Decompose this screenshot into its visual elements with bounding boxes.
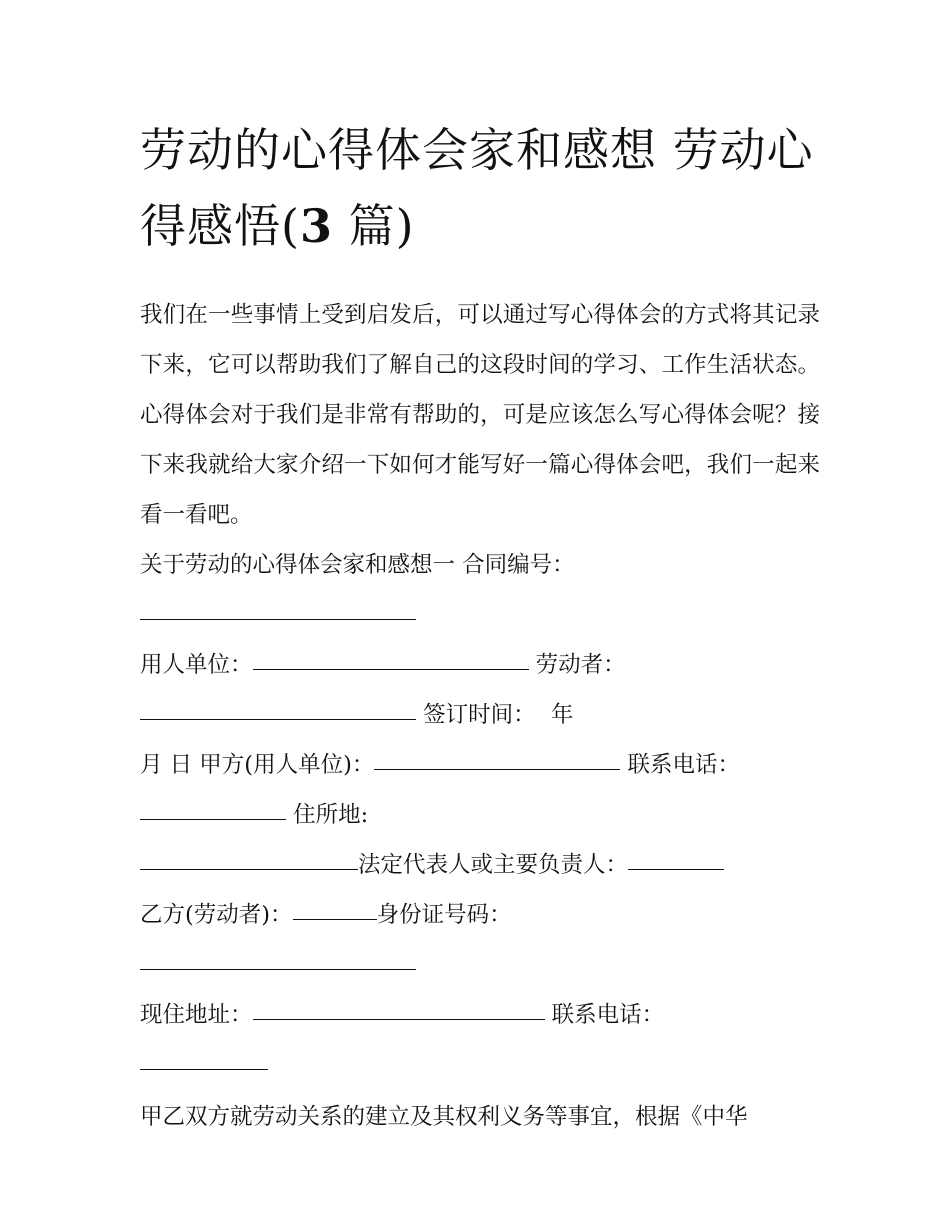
id-label: 身份证号码： bbox=[376, 902, 512, 928]
closing-text: 甲乙双方就劳动关系的建立及其权利义务等事宜，根据《中华 bbox=[140, 1104, 748, 1130]
closing-line bbox=[140, 1092, 820, 1142]
party-a-blank bbox=[374, 741, 620, 770]
title-part-1: 劳动的心得体会家和感想 劳动心得感悟( bbox=[140, 123, 814, 253]
phone-2-line bbox=[140, 1040, 820, 1090]
party-a-line bbox=[140, 740, 820, 790]
id-number-line bbox=[140, 940, 820, 990]
section-heading: 关于劳动的心得体会家和感想一 合同编号： bbox=[140, 552, 575, 578]
document-page bbox=[140, 112, 820, 1142]
address-label: 住所地: bbox=[293, 802, 369, 828]
title-part-2: 篇) bbox=[332, 199, 415, 253]
id-number-blank bbox=[140, 941, 416, 970]
worker-sign-line bbox=[140, 690, 820, 740]
phone-label: 联系电话： bbox=[627, 752, 741, 778]
intro-paragraph: 我们在一些事情上受到启发后，可以通过写心得体会的方式将其记录下来，它可以帮助我们了解自己的这段时间的学习、工作生活状态。心得体会对于我们是非常有帮助的，可是应该怎么写心得体会呢？接下来我就给大家介绍一下如何才能写好一篇心得体会吧，我们一起来看一看吧。 bbox=[140, 302, 820, 528]
party-b-line bbox=[140, 890, 820, 940]
current-address-blank bbox=[253, 991, 545, 1020]
employer-label: 用人单位： bbox=[140, 652, 253, 678]
employer-line bbox=[140, 640, 820, 690]
phone-label-2: 联系电话： bbox=[551, 1002, 665, 1028]
title-number: 3 bbox=[299, 199, 333, 253]
current-address-line bbox=[140, 990, 820, 1040]
month-day-label: 月 日 甲方(用人单位)： bbox=[140, 752, 375, 778]
legal-rep-line bbox=[140, 840, 820, 890]
party-b-blank bbox=[293, 891, 377, 920]
phone-2-blank bbox=[140, 1041, 268, 1070]
worker-label: 劳动者： bbox=[535, 652, 626, 678]
year-label: 年 bbox=[550, 702, 574, 728]
employer-blank bbox=[253, 641, 529, 670]
document-title bbox=[140, 112, 820, 264]
legal-rep-label: 法定代表人或主要负责人： bbox=[358, 852, 629, 878]
phone-blank bbox=[140, 791, 286, 820]
legal-rep-blank bbox=[628, 841, 724, 870]
address-line bbox=[140, 790, 820, 840]
worker-blank bbox=[140, 691, 416, 720]
current-address-label: 现住地址： bbox=[140, 1002, 253, 1028]
contract-number-line bbox=[140, 590, 820, 640]
address-blank bbox=[140, 841, 358, 870]
sign-time-label: 签订时间： bbox=[423, 702, 536, 728]
contract-number-blank bbox=[140, 591, 416, 620]
party-b-label: 乙方(劳动者)： bbox=[140, 902, 293, 928]
section-heading-line bbox=[140, 540, 820, 590]
